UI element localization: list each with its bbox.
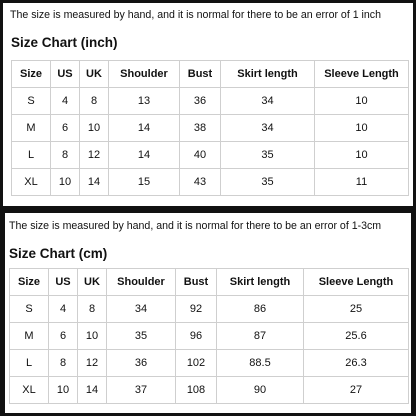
table-cell: 35 (221, 142, 315, 169)
header-cell: Sleeve Length (315, 61, 409, 88)
table-cell: 40 (180, 142, 221, 169)
table-header-row (12, 61, 409, 88)
table-row (10, 350, 409, 377)
header-cell: US (51, 61, 80, 88)
header-cell: Size (12, 61, 51, 88)
measurement-note: The size is measured by hand, and it is normal for there to be an error of 1 inch (10, 9, 381, 21)
table-row (12, 88, 409, 115)
table-cell: L (12, 142, 51, 169)
header-cell: UK (80, 61, 109, 88)
table-row (10, 377, 409, 404)
chart-title: Size Chart (cm) (9, 246, 108, 261)
table-cell: M (12, 115, 51, 142)
table-cell: 43 (180, 169, 221, 196)
table-cell: 35 (107, 323, 176, 350)
table-cell: 36 (107, 350, 176, 377)
header-cell: Size (10, 269, 49, 296)
table-cell: S (10, 296, 49, 323)
size-table (11, 60, 409, 196)
table-cell: 10 (49, 377, 78, 404)
table-cell: 14 (78, 377, 107, 404)
table-cell: 25 (304, 296, 409, 323)
header-cell: US (49, 269, 78, 296)
table-cell: 10 (315, 142, 409, 169)
table-cell: 10 (80, 115, 109, 142)
table-cell: 4 (51, 88, 80, 115)
table-cell: 8 (49, 350, 78, 377)
table-cell: 10 (78, 323, 107, 350)
table-cell: 14 (109, 115, 180, 142)
table-cell: 12 (78, 350, 107, 377)
table-cell: XL (12, 169, 51, 196)
table-cell: 13 (109, 88, 180, 115)
table-cell: 90 (217, 377, 304, 404)
table-cell: 34 (221, 88, 315, 115)
table-cell: 10 (315, 88, 409, 115)
table-cell: 26.3 (304, 350, 409, 377)
table-cell: 8 (80, 88, 109, 115)
table-cell: 8 (51, 142, 80, 169)
table-cell: 14 (109, 142, 180, 169)
table-cell: 37 (107, 377, 176, 404)
table-row (10, 296, 409, 323)
table-cell: 102 (176, 350, 217, 377)
table-cell: XL (10, 377, 49, 404)
table-cell: 10 (51, 169, 80, 196)
table-cell: 6 (49, 323, 78, 350)
table-cell: 14 (80, 169, 109, 196)
table-cell: 8 (78, 296, 107, 323)
inch-size-chart-panel (3, 3, 413, 206)
table-cell: 86 (217, 296, 304, 323)
header-cell: Bust (180, 61, 221, 88)
table-cell: 38 (180, 115, 221, 142)
table-row (12, 142, 409, 169)
cm-size-chart-panel (5, 213, 411, 413)
table-cell: 15 (109, 169, 180, 196)
table-cell: 92 (176, 296, 217, 323)
table-cell: 11 (315, 169, 409, 196)
table-header-row (10, 269, 409, 296)
table-cell: 4 (49, 296, 78, 323)
table-cell: 35 (221, 169, 315, 196)
table-cell: 25.6 (304, 323, 409, 350)
table-cell: M (10, 323, 49, 350)
header-cell: UK (78, 269, 107, 296)
table-cell: 87 (217, 323, 304, 350)
header-cell: Bust (176, 269, 217, 296)
table-row (10, 323, 409, 350)
header-cell: Shoulder (107, 269, 176, 296)
table-cell: 34 (107, 296, 176, 323)
header-cell: Skirt length (217, 269, 304, 296)
table-cell: S (12, 88, 51, 115)
chart-title: Size Chart (inch) (11, 35, 118, 50)
table-cell: 12 (80, 142, 109, 169)
table-cell: 34 (221, 115, 315, 142)
table-cell: 27 (304, 377, 409, 404)
table-cell: 96 (176, 323, 217, 350)
header-cell: Sleeve Length (304, 269, 409, 296)
table-row (12, 169, 409, 196)
header-cell: Shoulder (109, 61, 180, 88)
table-cell: 88.5 (217, 350, 304, 377)
table-cell: 6 (51, 115, 80, 142)
table-row (12, 115, 409, 142)
header-cell: Skirt length (221, 61, 315, 88)
table-cell: 108 (176, 377, 217, 404)
size-table (9, 268, 409, 404)
table-cell: L (10, 350, 49, 377)
table-cell: 36 (180, 88, 221, 115)
table-cell: 10 (315, 115, 409, 142)
measurement-note: The size is measured by hand, and it is normal for there to be an error of 1-3cm (9, 220, 382, 232)
